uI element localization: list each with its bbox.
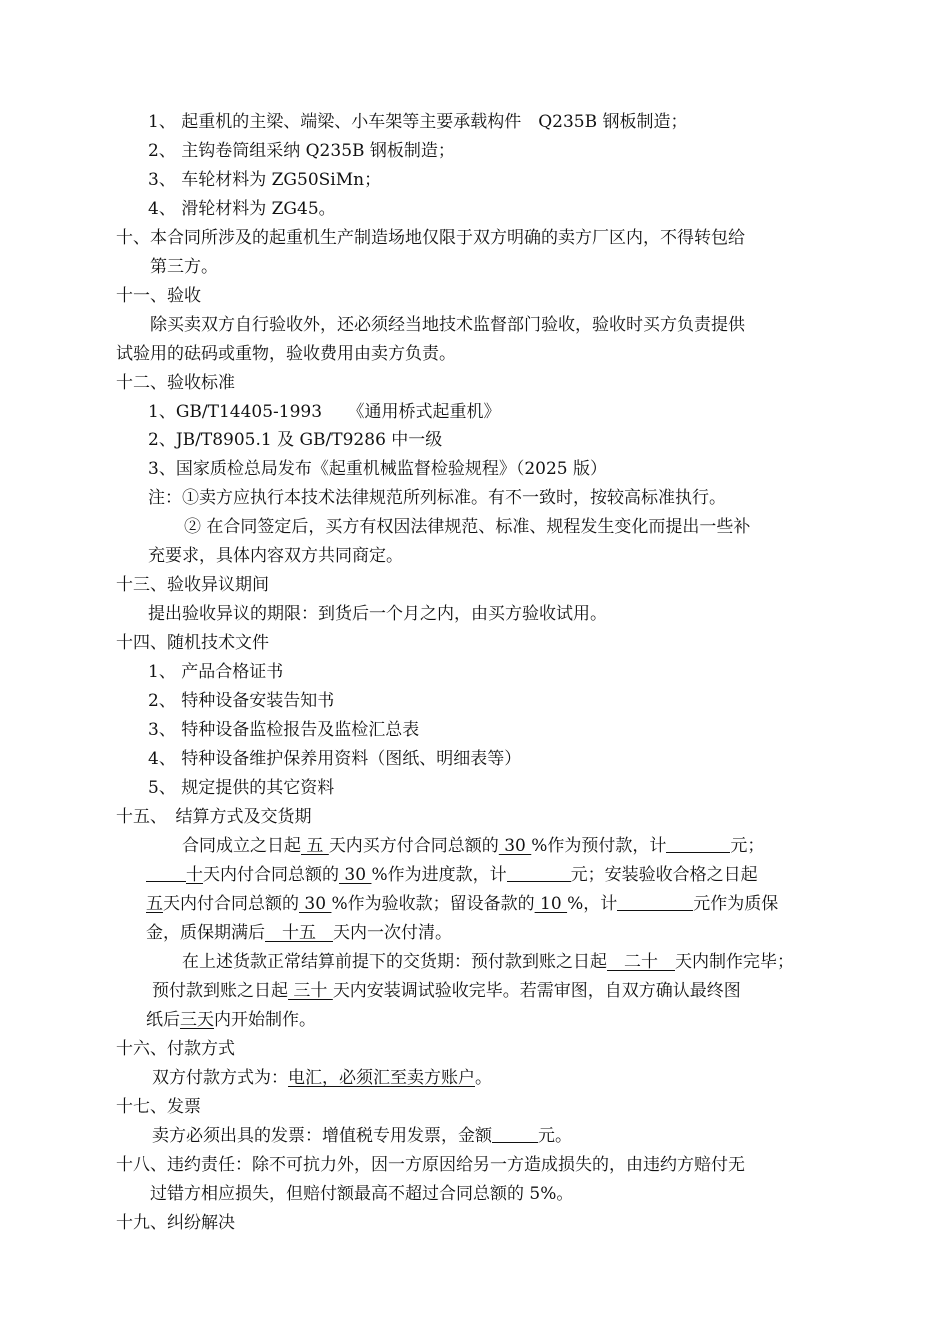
document-item-2: 2、 特种设备安装告知书 [148,691,335,711]
advance-percent: 30 [498,836,532,856]
standard-3: 3、国家质检总局发布《起重机械监督检验规程》（2025 版） [148,459,607,479]
section-10-line-1: 十、本合同所涉及的起重机生产制造场地仅限于双方明确的卖方厂区内，不得转包给 [116,228,745,248]
progress-days: 十 [186,865,203,885]
payment-line-1: 合同成立之日起 五 天内买方付合同总额的 30 %作为预付款，计 元； [182,836,765,856]
section-11-line-1: 除买卖双方自行验收外，还必须经当地技术监督部门验收，验收时买方负责提供 [150,315,745,335]
progress-amount-blank [507,867,571,882]
acceptance-days: 五 [146,894,163,914]
section-13-line-1: 提出验收异议的期限：到货后一个月之内，由买方验收试用。 [148,604,607,624]
payment-method-line: 双方付款方式为：电汇，必须汇至卖方账户。 [152,1068,492,1088]
section-18-line-2: 过错方相应损失，但赔付额最高不超过合同总额的 5%。 [150,1184,574,1204]
standard-2: 2、JB/T8905.1 及 GB/T9286 中一级 [148,430,443,450]
section-10-line-2: 第三方。 [150,257,218,277]
material-item-4: 4、 滑轮材料为 ZG45。 [148,199,336,219]
section-14-heading: 十四、随机技术文件 [116,633,269,653]
document-item-4: 4、 特种设备维护保养用资料（图纸、明细表等） [148,749,522,769]
section-13-heading: 十三、验收异议期间 [116,575,269,595]
retention-amount-blank [617,896,693,911]
section-15-heading: 十五、 结算方式及交货期 [116,807,312,827]
progress-days-prefix-blank [146,867,186,882]
advance-amount-blank [666,838,730,853]
delivery-line-3: 纸后三天内开始制作。 [146,1010,316,1030]
material-item-3: 3、 车轮材料为 ZG50SiMn； [148,170,382,190]
section-19-heading: 十九、纠纷解决 [116,1213,235,1233]
installation-days: 三十 [288,981,333,1001]
invoice-line: 卖方必须出具的发票：增值税专用发票，金额 元。 [152,1126,572,1146]
note-2-line-1: ② 在合同签定后，买方有权因法律规范、标准、规程发生变化而提出一些补 [184,517,751,537]
document-item-5: 5、 规定提供的其它资料 [148,778,335,798]
payment-line-4: 金，质保期满后 十五 天内一次付清。 [146,923,452,943]
advance-days: 五 [301,836,329,856]
delivery-line-1: 在上述货款正常结算前提下的交货期：预付款到账之日起 二十 天内制作完毕； [182,952,794,972]
payment-method: 电汇，必须汇至卖方账户 [288,1068,475,1088]
drawing-review-days: 三天 [180,1010,214,1030]
material-item-1: 1、 起重机的主梁、端梁、小车架等主要承载构件 Q235B 钢板制造； [148,112,688,132]
document-item-3: 3、 特种设备监检报告及监检汇总表 [148,720,420,740]
standard-1: 1、GB/T14405-1993 《通用桥式起重机》 [148,402,501,422]
section-16-heading: 十六、付款方式 [116,1039,235,1059]
section-12-heading: 十二、验收标准 [116,373,235,393]
payment-line-2: 十天内付合同总额的 30 %作为进度款，计 元；安装验收合格之日起 [146,867,758,884]
section-17-heading: 十七、发票 [116,1097,201,1117]
invoice-amount-blank [492,1128,538,1143]
section-11-heading: 十一、验收 [116,286,201,306]
warranty-days: 十五 [265,923,333,943]
section-11-line-2: 试验用的砝码或重物，验收费用由卖方负责。 [116,344,456,364]
delivery-line-2: 预付款到账之日起 三十 天内安装调试验收完毕。若需审图，自双方确认最终图 [152,981,741,1001]
retention-percent: 10 [534,894,568,914]
document-item-1: 1、 产品合格证书 [148,662,284,682]
payment-line-3: 五天内付合同总额的 30 %作为验收款；留设备款的 10 %，计 元作为质保 [146,894,779,914]
note-1: 注：①卖方应执行本技术法律规范所列标准。有不一致时，按较高标准执行。 [148,488,726,508]
section-18-line-1: 十八、违约责任：除不可抗力外，因一方原因给另一方造成损失的，由违约方赔付无 [116,1155,745,1175]
acceptance-percent: 30 [299,894,332,914]
material-item-2: 2、 主钩卷筒组采纳 Q235B 钢板制造； [148,141,455,161]
note-2-line-2: 充要求，具体内容双方共同商定。 [148,546,403,566]
manufacture-days: 二十 [607,952,675,972]
progress-percent: 30 [339,865,372,885]
